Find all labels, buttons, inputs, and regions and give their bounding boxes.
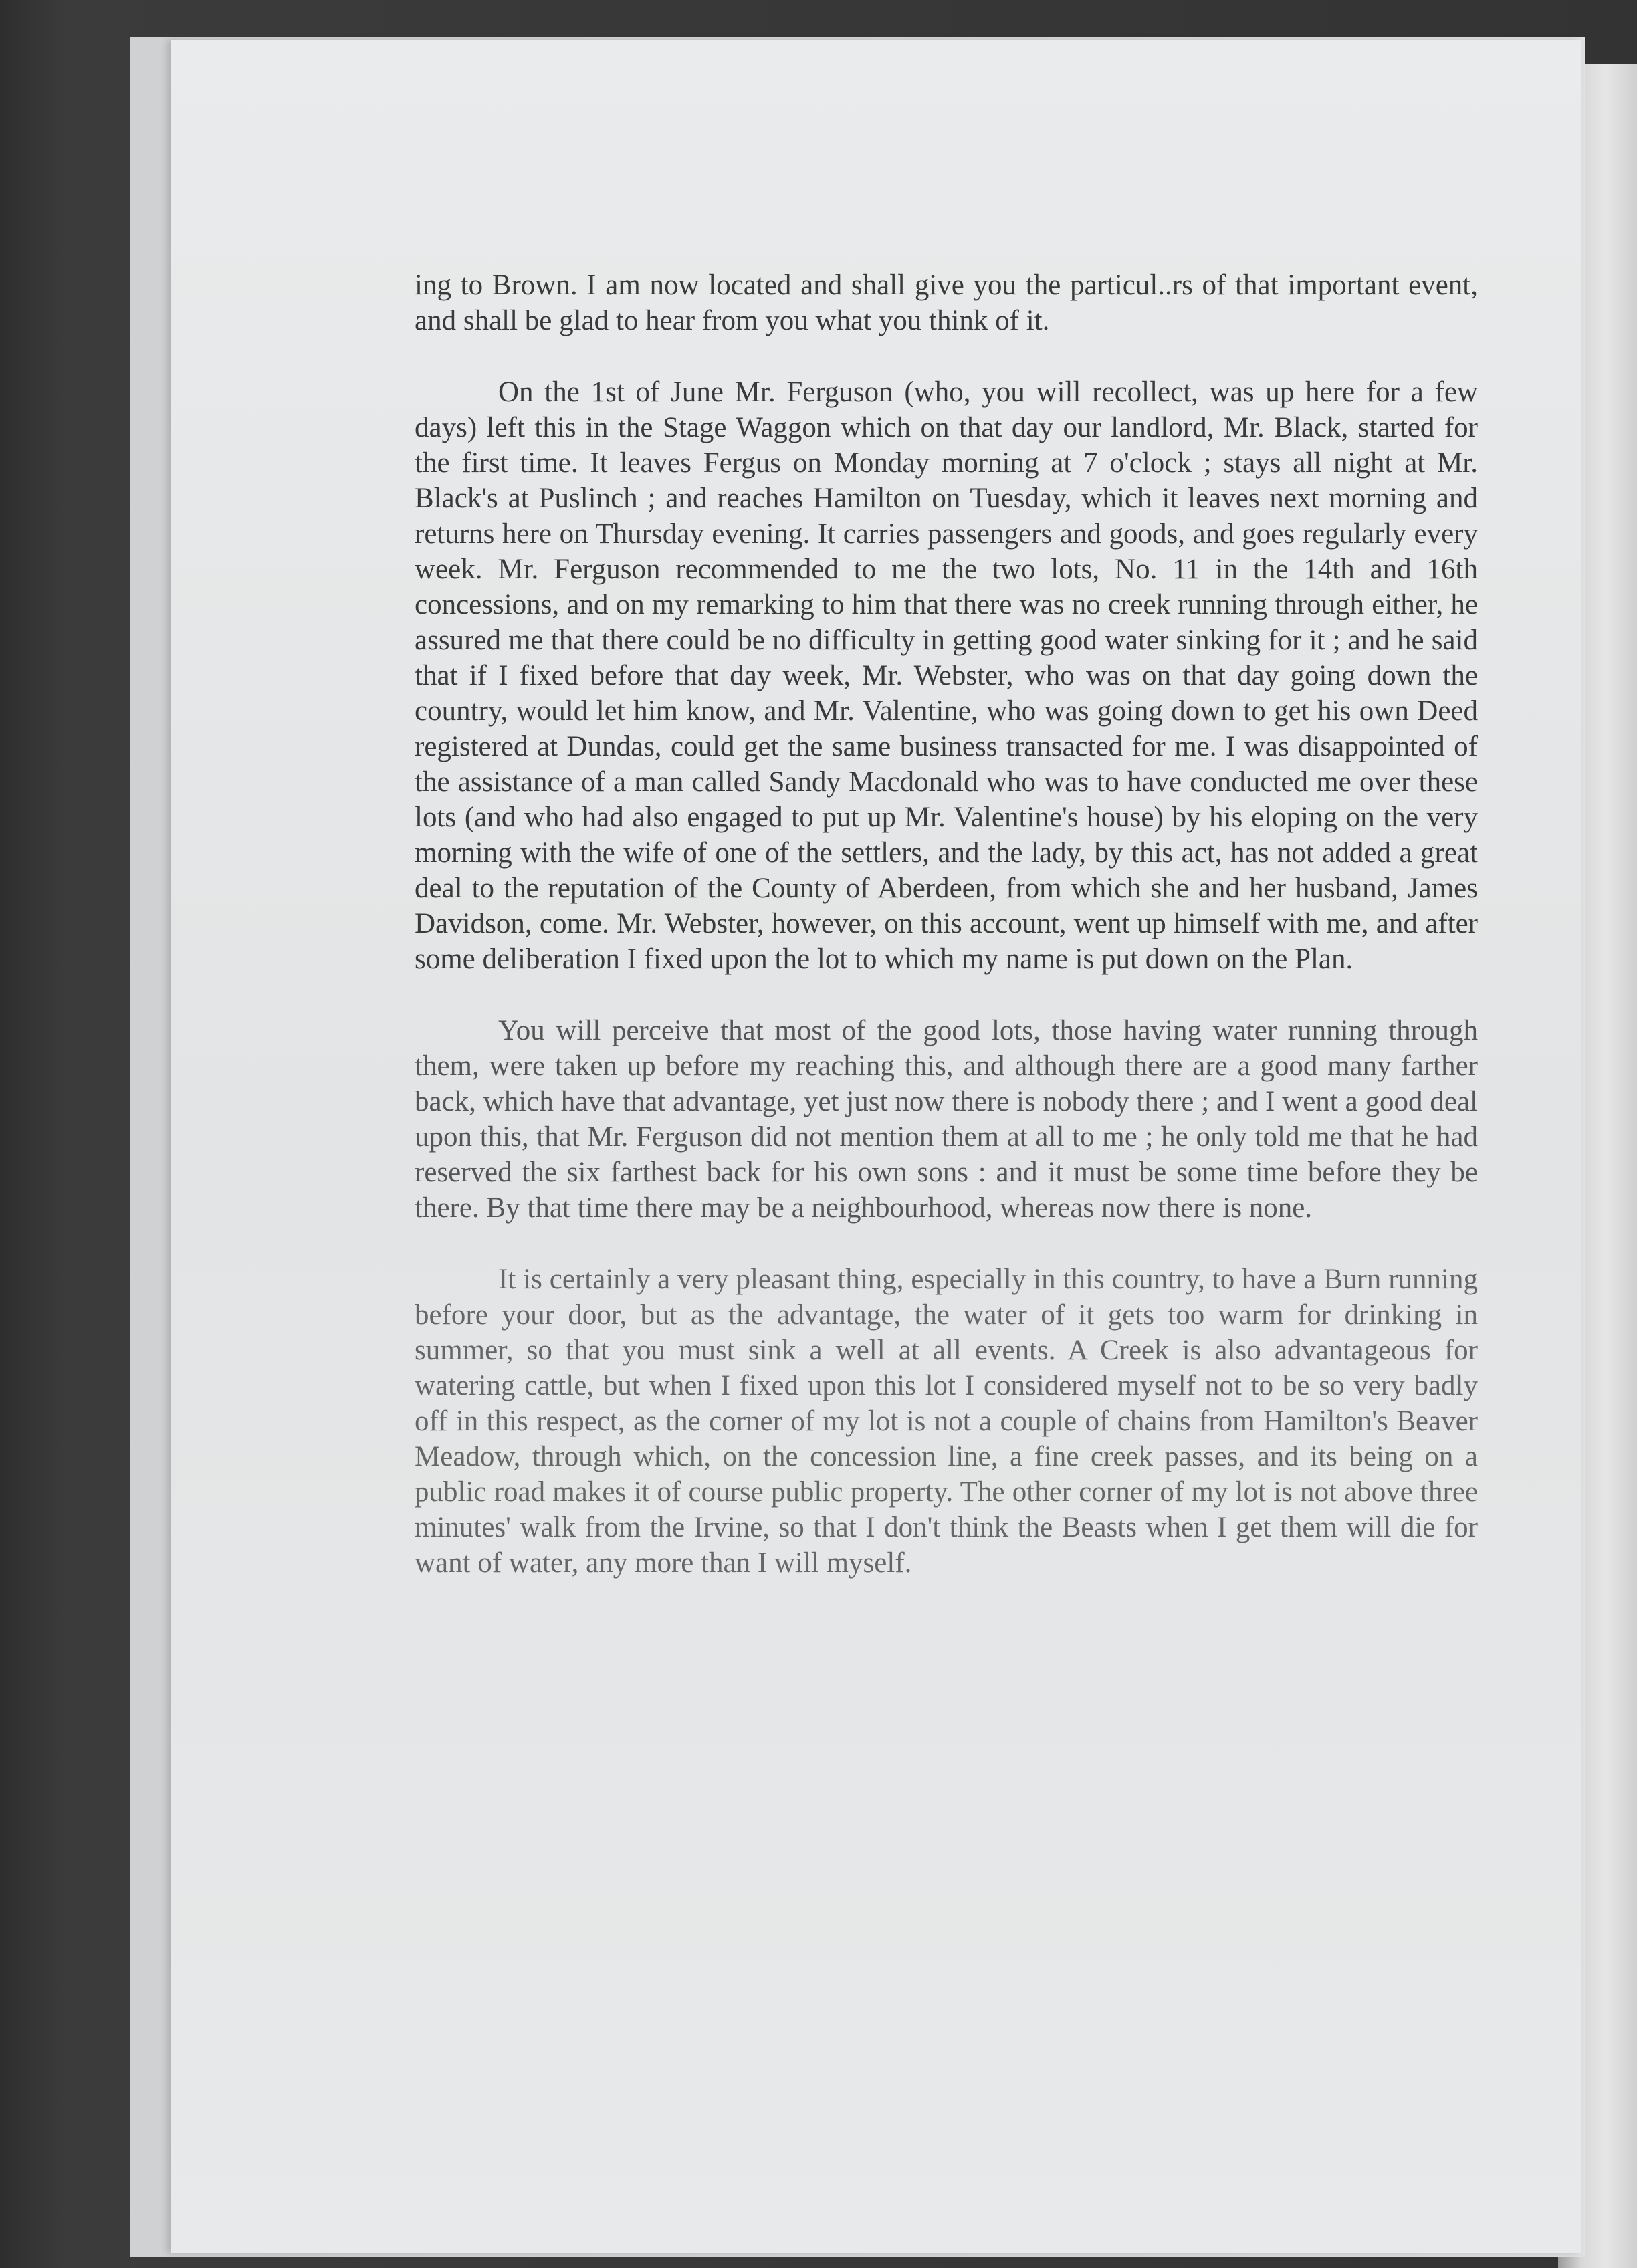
- paragraph-2: On the 1st of June Mr. Ferguson (who, you will recollect, was up here for a few days) left this in the Stage Waggon which on that day our landlord, Mr. Black, started for the first time. It leaves Fergus on Monday morning at 7 o'clock ; stays all night at Mr. Black's at Puslinch ; and reaches Hamilton on Tuesday, which it leaves next morning and returns here on Thursday evening. It carries passengers and goods, and goes regularly every week. Mr. Ferguson recommended to me the two lots, No. 11 in the 14th and 16th concessions, and on my remarking to him that there was no creek running through either, he assured me that there could be no difficulty in getting good water sinking for it ; and he said that if I fixed before that day week, Mr. Webster, who was on that day going down the country, would let him know, and Mr. Valentine, who was going down to get his own Deed registered at Dundas, could get the same business transacted for me. I was disappointed of the assistance of a man called Sandy Macdonald who was to have conducted me over these lots (and who had also engaged to put up Mr. Valentine's house) by his eloping on the very morning with the wife of one of the settlers, and the lady, by this act, has not added a great deal to the reputation of the County of Aberdeen, from which she and her husband, James Davidson, come. Mr. Webster, however, on this account, went up himself with me, and after some deliberation I fixed upon the lot to which my name is put down on the Plan.: [415, 376, 1478, 975]
- paragraph-3: You will perceive that most of the good lots, those having water running through them, were taken up before my reaching this, and although there are a good many farther back, which have that advantage, yet just now there is nobody there ; and I went a good deal upon this, that Mr. Ferguson did not mention them at all to me ; he only told me that he had reserved the six farthest back for his own sons : and it must be some time before they be there. By that time there may be a neighbourhood, whereas now there is none.: [415, 1015, 1478, 1224]
- page-body-text: [415, 267, 1478, 1617]
- paragraph-1: ing to Brown. I am now located and shall give you the particul..rs of that important event, and shall be glad to hear from you what you think of it.: [415, 269, 1478, 336]
- paragraph-4: It is certainly a very pleasant thing, especially in this country, to have a Burn running before your door, but as the advantage, the water of it gets too warm for drinking in summer, so that you must sink a well at all events. A Creek is also advantageous for watering cattle, but when I fixed upon this lot I considered myself not to be so very badly off in this respect, as the corner of my lot is not a couple of chains from Hamilton's Beaver Meadow, through which, on the concession line, a fine creek passes, and its being on a public road makes it of course public property. The other corner of my lot is not above three minutes' walk from the Irvine, so that I don't think the Beasts when I get them will die for want of water, any more than I will myself.: [415, 1264, 1478, 1579]
